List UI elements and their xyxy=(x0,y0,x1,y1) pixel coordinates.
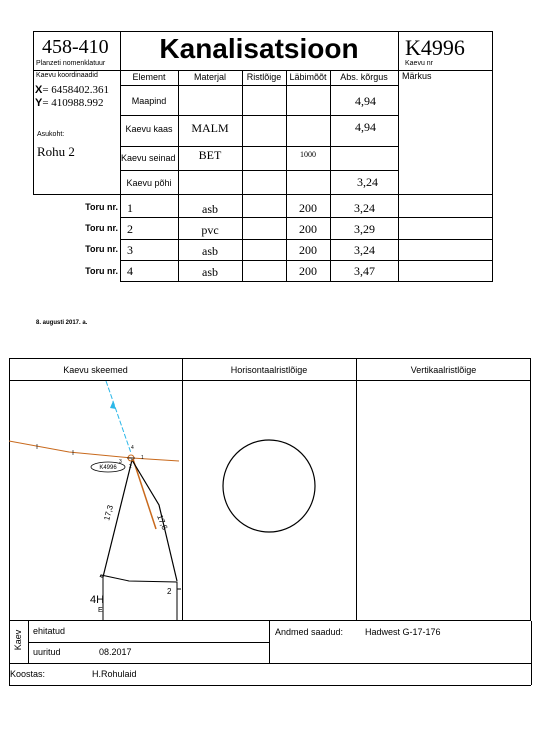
pipe-label: Toru nr. xyxy=(85,202,118,212)
source-value: Hadwest G-17-176 xyxy=(365,627,441,637)
built-label: ehitatud xyxy=(33,626,66,636)
sketch-col-title: Kaevu skeemed xyxy=(63,365,128,375)
pipe-label: Toru nr. xyxy=(85,244,118,254)
page-title: Kanalisatsioon xyxy=(159,33,359,64)
coords-label: Kaevu koordinaadid xyxy=(36,72,98,79)
location-value: Rohu 2 xyxy=(37,144,75,159)
blue-pipe-line xyxy=(106,381,131,453)
point-label: 2 xyxy=(129,464,132,470)
compiled-value: H.Rohulaid xyxy=(92,669,137,679)
horizontal-section xyxy=(183,381,355,621)
sketch-col-title: Vertikaalristlõige xyxy=(410,365,477,375)
compiled-label: Koostas: xyxy=(10,669,46,679)
location-map xyxy=(9,381,182,621)
dimension-left: 17,3 xyxy=(102,504,115,522)
pipe-label: Toru nr. xyxy=(85,266,118,276)
location-label: Asukoht: xyxy=(37,131,65,138)
row-material: BET xyxy=(198,148,222,162)
pipe-diameter: 200 xyxy=(299,201,317,215)
sketch-col-title: Horisontaalristlõige xyxy=(230,365,308,375)
pipe-height: 3,24 xyxy=(354,243,375,257)
col-note: Märkus xyxy=(402,71,432,81)
row-element: Kaevu seinad xyxy=(121,153,176,163)
pipe-label: Toru nr. xyxy=(85,223,118,233)
brown-pipe-line xyxy=(9,441,179,461)
pipe-nr: 3 xyxy=(127,243,133,257)
col-cross: Ristlõige xyxy=(246,72,282,82)
row-element: Maapind xyxy=(131,96,167,106)
row-material: MALM xyxy=(191,121,229,135)
sheet-code: 458-410 xyxy=(42,36,109,58)
well-tag: K4996 xyxy=(99,465,117,471)
row-height: 3,24 xyxy=(357,175,378,189)
pipe-height: 3,29 xyxy=(354,222,375,236)
pipe-height: 3,47 xyxy=(354,264,375,278)
building-sublabel: E xyxy=(98,607,103,614)
pipe-material: asb xyxy=(202,202,218,216)
surveyed-label: uuritud xyxy=(33,647,61,657)
well-number-caption: Kaevu nr xyxy=(405,60,434,67)
point-label: 4 xyxy=(131,445,134,451)
pipe-nr: 4 xyxy=(127,264,133,278)
document-date: 8. augusti 2017. a. xyxy=(36,320,88,326)
building-label: 4H xyxy=(90,594,105,606)
surveyed-value: 08.2017 xyxy=(99,647,132,657)
pipe-nr: 2 xyxy=(127,222,133,236)
side-label: Kaev xyxy=(13,629,23,651)
pipe-diameter: 200 xyxy=(299,222,317,236)
pipe-diameter: 200 xyxy=(299,243,317,257)
row-element: Kaevu kaas xyxy=(125,124,173,134)
pipe-nr: 1 xyxy=(127,201,133,215)
col-diameter: Läbimõõt xyxy=(289,72,327,82)
coord-x: X= 6458402.361 xyxy=(35,84,110,96)
pipe-material: asb xyxy=(202,265,218,279)
col-element: Element xyxy=(132,72,166,82)
dimension-right: 17,6 xyxy=(155,513,170,532)
col-material: Materjal xyxy=(193,72,226,82)
pipe-material: asb xyxy=(202,244,218,258)
point-label: 3 xyxy=(119,459,122,465)
pipe-diameter: 200 xyxy=(299,264,317,278)
point-label: 1 xyxy=(141,455,144,461)
pipe-height: 3,24 xyxy=(354,201,375,215)
source-label: Andmed saadud: xyxy=(275,627,344,637)
corner-number: 2 xyxy=(167,587,172,596)
coord-y: Y= 410988.992 xyxy=(35,97,104,109)
col-height: Abs. kõrgus xyxy=(340,72,388,82)
well-number: K4996 xyxy=(405,35,465,60)
manhole-circle xyxy=(223,440,315,532)
row-height: 4,94 xyxy=(355,94,376,108)
row-height: 4,94 xyxy=(355,120,376,134)
row-element: Kaevu põhi xyxy=(126,178,172,188)
pipe-material: pvc xyxy=(201,223,219,237)
sheet-code-caption: Planzeti nomenklatuur xyxy=(36,60,106,67)
row-diameter: 1000 xyxy=(300,150,316,159)
blue-pipe-arrow xyxy=(110,401,116,409)
